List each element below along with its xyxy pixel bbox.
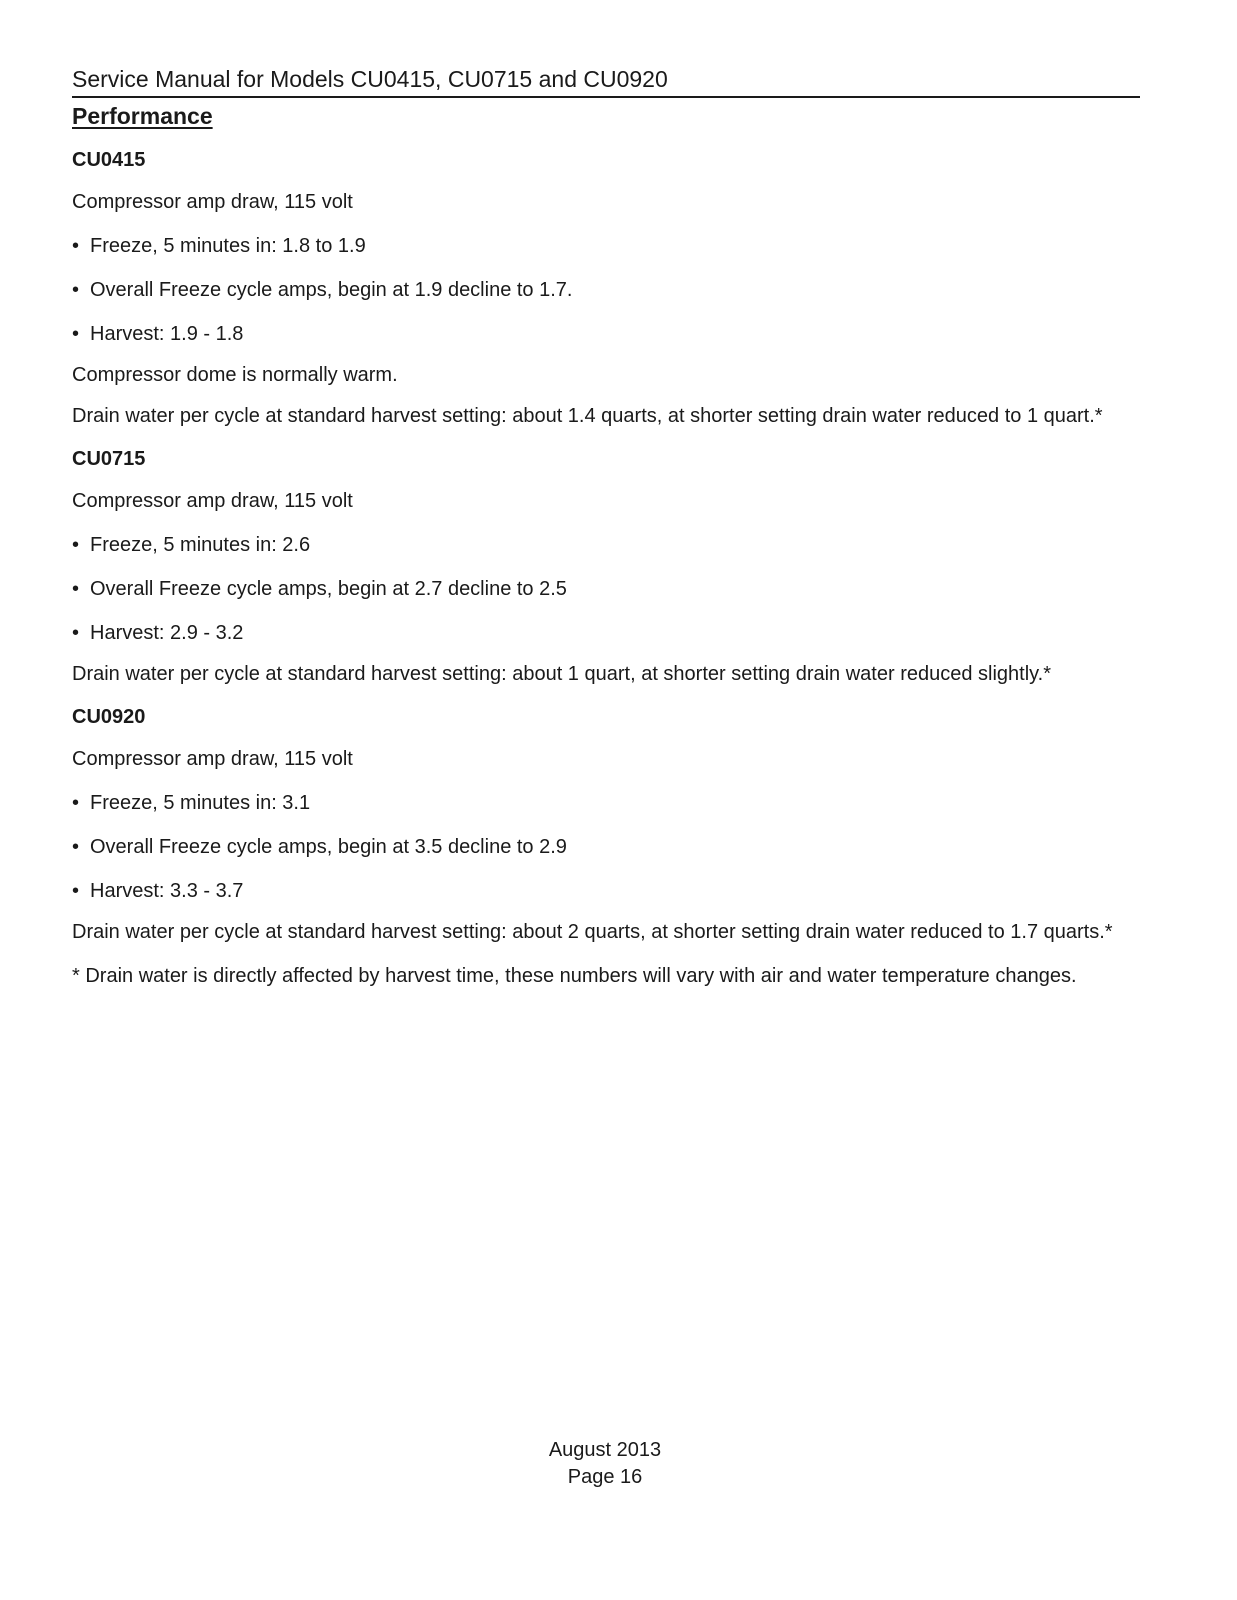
document-page xyxy=(72,64,1140,990)
bullet-icon: • xyxy=(72,534,80,556)
drain-water-text: Drain water per cycle at standard harvest setting: about 1.4 quarts, at shorter setting drain water reduced to 1 quart.* xyxy=(72,405,1103,427)
model-title: CU0920 xyxy=(72,706,146,728)
footnote: * Drain water is directly affected by harvest time, these numbers will vary with air and water temperature changes. xyxy=(72,965,1077,987)
amp-list xyxy=(72,532,1140,647)
list-item: • Harvest: 1.9 - 1.8 xyxy=(72,321,1140,348)
amp-list xyxy=(72,790,1140,905)
amp-draw-label: Compressor amp draw, 115 volt xyxy=(72,748,353,770)
model-section-cu0715 xyxy=(72,444,1140,688)
amp-list xyxy=(72,233,1140,348)
amp-draw-label: Compressor amp draw, 115 volt xyxy=(72,191,353,213)
page-footer xyxy=(0,1437,1210,1491)
drain-water-text: Drain water per cycle at standard harvest setting: about 1 quart, at shorter setting drain water reduced slightly.* xyxy=(72,663,1052,685)
model-title: CU0415 xyxy=(72,149,146,171)
compressor-note: Compressor dome is normally warm. xyxy=(72,364,398,386)
list-item: • Harvest: 2.9 - 3.2 xyxy=(72,620,1140,647)
list-item: • Harvest: 3.3 - 3.7 xyxy=(72,878,1140,905)
amp-draw-label: Compressor amp draw, 115 volt xyxy=(72,490,353,512)
bullet-icon: • xyxy=(72,279,80,301)
page-number: Page 16 xyxy=(567,1466,643,1488)
bullet-icon: • xyxy=(72,880,80,902)
running-header: Service Manual for Models CU0415, CU0715 and CU0920 xyxy=(72,64,1140,98)
bullet-icon: • xyxy=(72,323,80,345)
drain-water-text: Drain water per cycle at standard harvest setting: about 2 quarts, at shorter setting drain water reduced to 1.7 quarts.* xyxy=(72,921,1113,943)
list-item: • Freeze, 5 minutes in: 1.8 to 1.9 xyxy=(72,233,1140,260)
model-title: CU0715 xyxy=(72,448,146,470)
bullet-icon: • xyxy=(72,792,80,814)
list-item: • Freeze, 5 minutes in: 3.1 xyxy=(72,790,1140,817)
model-section-cu0920 xyxy=(72,702,1140,946)
list-item: • Overall Freeze cycle amps, begin at 3.5 decline to 2.9 xyxy=(72,834,1140,861)
bullet-icon: • xyxy=(72,235,80,257)
model-section-cu0415 xyxy=(72,145,1140,430)
bullet-icon: • xyxy=(72,578,80,600)
bullet-icon: • xyxy=(72,836,80,858)
list-item: • Freeze, 5 minutes in: 2.6 xyxy=(72,532,1140,559)
footer-date: August 2013 xyxy=(548,1439,662,1461)
list-item: • Overall Freeze cycle amps, begin at 2.7 decline to 2.5 xyxy=(72,576,1140,603)
list-item: • Overall Freeze cycle amps, begin at 1.9 decline to 1.7. xyxy=(72,277,1140,304)
bullet-icon: • xyxy=(72,622,80,644)
section-title-performance: Performance xyxy=(72,103,213,129)
